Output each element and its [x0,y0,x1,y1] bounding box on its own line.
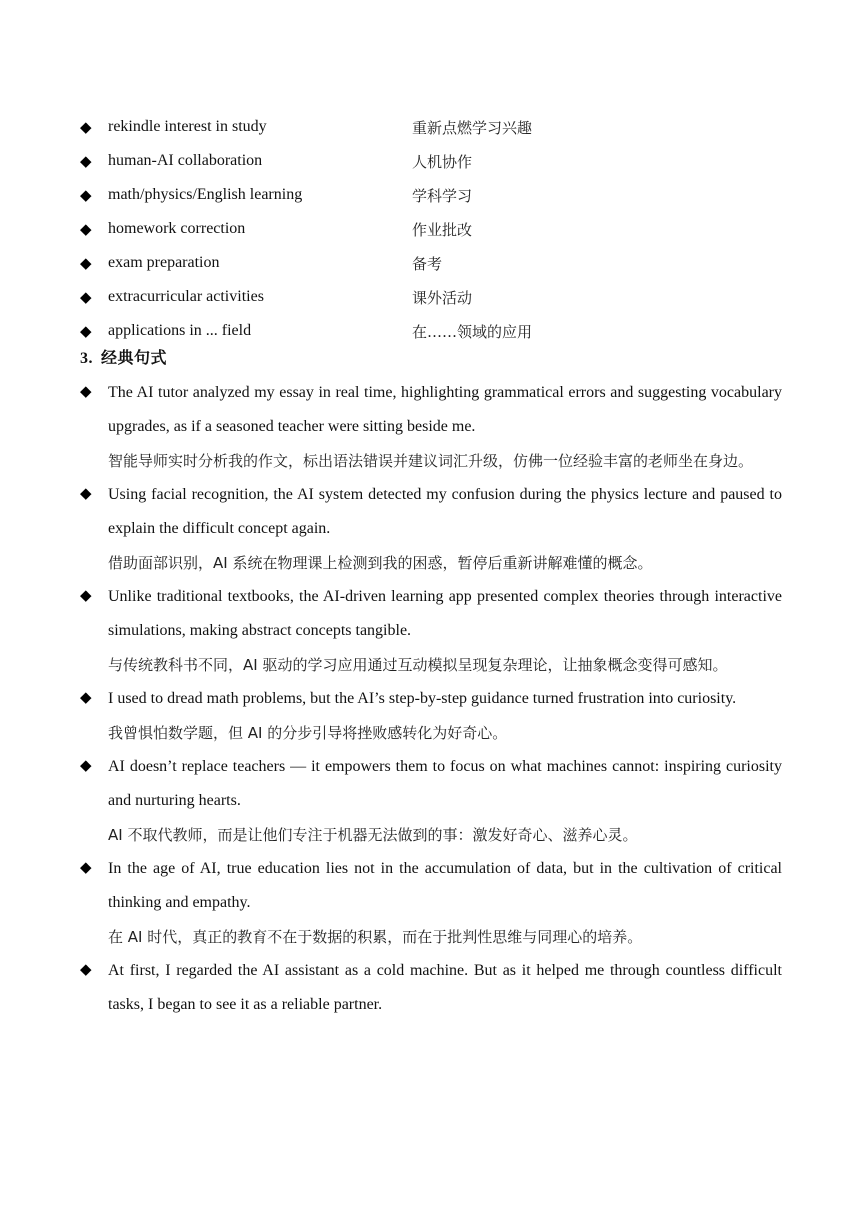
diamond-bullet-icon: ◆ [80,321,92,340]
diamond-bullet-icon: ◆ [80,219,92,238]
diamond-bullet-icon: ◆ [80,858,92,876]
sentence-english: I used to dread math problems, but the AI’s step-by-step guidance turned frustration into curiosity. [108,690,737,707]
phrase-item [80,110,780,144]
diamond-bullet-icon: ◆ [80,960,92,978]
diamond-bullet-icon: ◆ [80,151,92,170]
phrase-item [80,246,780,280]
sentence-english: AI doesn’t replace teachers — it empowers them to focus on what machines cannot: inspiring curiosity and nurturing hearts. [108,758,782,809]
diamond-bullet-icon: ◆ [80,287,92,306]
sentence-english: Unlike traditional textbooks, the AI-driven learning app presented complex theories through interactive simulations, making abstract concepts tangible. [108,588,782,639]
phrase-chinese: 作业批改 [412,220,473,239]
phrase-chinese: 在……领域的应用 [412,322,533,341]
section-title: 经典句式 [101,348,168,367]
phrase-item [80,144,780,178]
phrase-list [80,110,780,348]
phrase-english: extracurricular activities [108,288,264,305]
section-number: 3. [80,350,93,367]
sentence-chinese: 在 AI 时代，真正的教育不在于数据的积累，而在于批判性思维与同理心的培养。 [108,928,643,946]
section-heading [80,345,167,368]
sentence-english: In the age of AI, true education lies not in the accumulation of data, but in the cultivation of critical thinking and empathy. [108,860,782,911]
phrase-item [80,212,780,246]
diamond-bullet-icon: ◆ [80,382,92,400]
sentence-item [80,580,782,682]
phrase-english: exam preparation [108,254,220,271]
phrase-english: homework correction [108,220,246,237]
sentence-chinese: 智能导师实时分析我的作文，标出语法错误并建议词汇升级，仿佛一位经验丰富的老师坐在身边。 [108,452,754,470]
sentence-english: At first, I regarded the AI assistant as a cold machine. But as it helped me through countless difficult tasks, I began to see it as a reliable partner. [108,962,782,1013]
phrase-chinese: 学科学习 [412,186,473,205]
sentence-item [80,478,782,580]
phrase-item [80,178,780,212]
sentence-chinese: 我曾惧怕数学题，但 AI 的分步引导将挫败感转化为好奇心。 [108,724,508,742]
phrase-chinese: 课外活动 [412,288,473,307]
phrase-item [80,280,780,314]
phrase-chinese: 重新点燃学习兴趣 [412,118,533,137]
sentence-item [80,376,782,478]
sentence-chinese: 借助面部识别，AI 系统在物理课上检测到我的困惑，暂停后重新讲解难懂的概念。 [108,554,653,572]
phrase-item [80,314,780,348]
phrase-chinese: 人机协作 [412,152,473,171]
phrase-english: applications in ... field [108,322,252,339]
sentence-item [80,682,782,750]
sentence-list [80,376,782,1022]
phrase-english: rekindle interest in study [108,118,267,135]
sentence-english: The AI tutor analyzed my essay in real time, highlighting grammatical errors and suggesting vocabulary upgrades, as if a seasoned teacher were sitting beside me. [108,384,782,435]
sentence-chinese: 与传统教科书不同，AI 驱动的学习应用通过互动模拟呈现复杂理论，让抽象概念变得可感知。 [108,656,728,674]
sentence-item [80,852,782,954]
diamond-bullet-icon: ◆ [80,688,92,706]
sentence-item [80,954,782,1022]
diamond-bullet-icon: ◆ [80,586,92,604]
phrase-english: math/physics/English learning [108,186,303,203]
phrase-english: human-AI collaboration [108,152,263,169]
phrase-chinese: 备考 [412,254,443,273]
sentence-chinese: AI 不取代教师，而是让他们专注于机器无法做到的事：激发好奇心、滋养心灵。 [108,826,638,844]
diamond-bullet-icon: ◆ [80,117,92,136]
diamond-bullet-icon: ◆ [80,756,92,774]
diamond-bullet-icon: ◆ [80,185,92,204]
diamond-bullet-icon: ◆ [80,253,92,272]
sentence-english: Using facial recognition, the AI system detected my confusion during the physics lecture and paused to explain the difficult concept again. [108,486,782,537]
sentence-item [80,750,782,852]
diamond-bullet-icon: ◆ [80,484,92,502]
